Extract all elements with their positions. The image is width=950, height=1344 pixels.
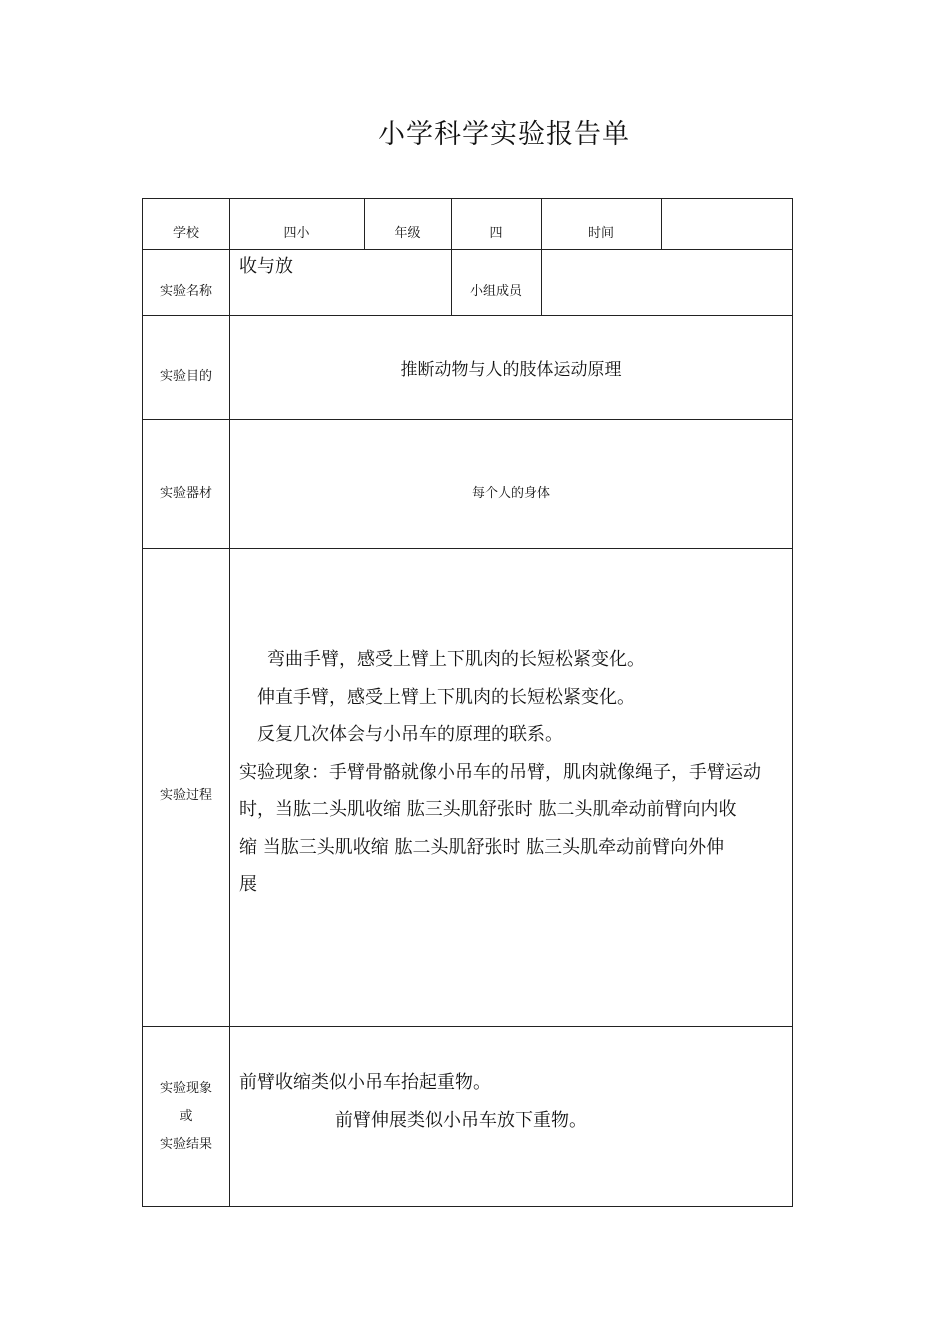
process-line: 弯曲手臂，感受上臂上下肌肉的长短松紧变化。 — [267, 649, 645, 670]
result-line: 前臂伸展类似小吊车放下重物。 — [335, 1109, 587, 1131]
experiment-name-value[interactable]: 收与放 — [239, 256, 293, 277]
materials-value[interactable]: 每个人的身体 — [471, 486, 550, 501]
process-line: 时，当肱二头肌收缩 肱三头肌舒张时 肱二头肌牵动前臂向内收 — [239, 799, 737, 820]
process-line: 展 — [239, 874, 257, 895]
result-label-line: 实验结果 — [159, 1136, 212, 1152]
process-label: 实验过程 — [159, 787, 212, 803]
process-line: 伸直手臂，感受上臂上下肌肉的长短松紧变化。 — [257, 686, 635, 708]
grade-value[interactable]: 四 — [489, 225, 503, 241]
result-content[interactable] — [239, 1064, 789, 1139]
result-label-line: 实验现象 — [159, 1080, 212, 1096]
group-members-value[interactable] — [541, 249, 793, 315]
report-form — [142, 198, 793, 1207]
result-line: 前臂收缩类似小吊车抬起重物。 — [239, 1072, 491, 1093]
experiment-name-label: 实验名称 — [159, 283, 212, 299]
school-value[interactable]: 四小 — [283, 225, 310, 241]
purpose-value[interactable]: 推断动物与人的肢体运动原理 — [400, 360, 622, 380]
purpose-label: 实验目的 — [159, 368, 212, 384]
school-label: 学校 — [172, 225, 199, 241]
grade-label: 年级 — [394, 225, 421, 241]
page-title: 小学科学实验报告单 — [378, 119, 630, 150]
process-content[interactable] — [239, 641, 789, 904]
materials-label: 实验器材 — [159, 486, 212, 501]
group-members-label: 小组成员 — [469, 283, 522, 299]
result-label-line: 或 — [179, 1108, 193, 1124]
process-line: 实验现象：手臂骨骼就像小吊车的吊臂，肌肉就像绳子，手臂运动 — [239, 761, 761, 783]
process-line: 缩 当肱三头肌收缩 肱二头肌舒张时 肱三头肌牵动前臂向外伸 — [239, 836, 725, 858]
time-label: 时间 — [587, 225, 614, 241]
result-label — [143, 1026, 229, 1207]
time-value[interactable] — [661, 213, 793, 249]
process-line: 反复几次体会与小吊车的原理的联系。 — [257, 724, 563, 745]
